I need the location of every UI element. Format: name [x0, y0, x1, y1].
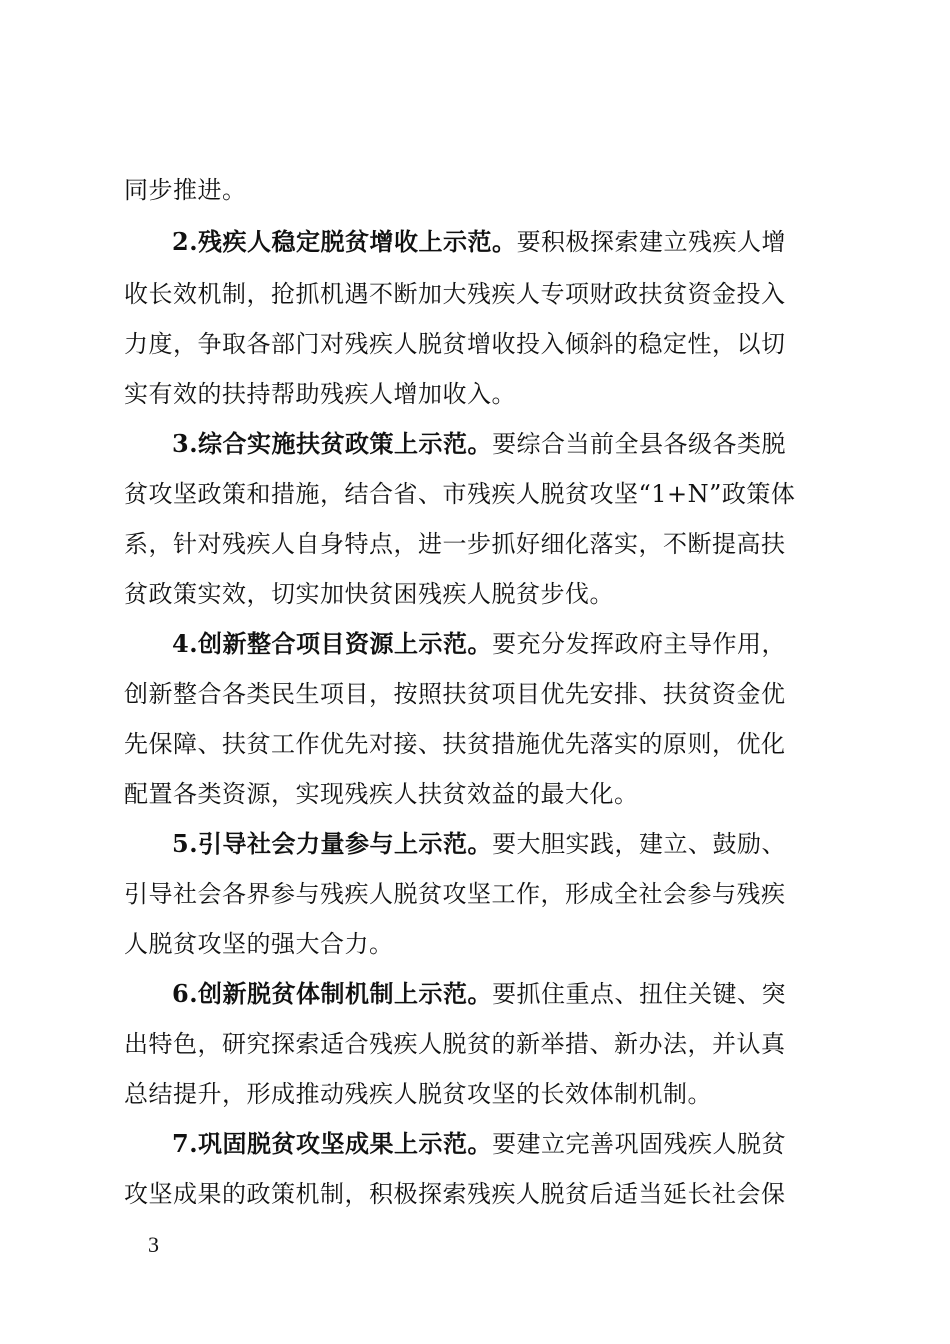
section-6-heading: 6.创新脱贫体制机制上示范。 — [172, 979, 493, 1008]
section-2-line: 实有效的扶持帮助残疾人增加收入。 — [124, 380, 516, 408]
section-4-line: 先保障、扶贫工作优先对接、扶贫措施优先落实的原则，优化 — [124, 730, 786, 758]
section-5-first-text: 要大胆实践，建立、鼓励、 — [492, 830, 787, 858]
section-6-line: 出特色，研究探索适合残疾人脱贫的新举措、新办法，并认真 — [124, 1030, 786, 1058]
section-4-line: 配置各类资源，实现残疾人扶贫效益的最大化。 — [124, 780, 639, 808]
section-7-first-line — [172, 1127, 830, 1161]
section-4-line: 创新整合各类民生项目，按照扶贫项目优先安排、扶贫资金优 — [124, 680, 786, 708]
section-5-first-line — [172, 827, 830, 861]
section-7-line: 攻坚成果的政策机制，积极探索残疾人脱贫后适当延长社会保 — [124, 1180, 786, 1208]
section-3-heading: 3.综合实施扶贫政策上示范。 — [172, 429, 493, 458]
page-number: 3 — [148, 1232, 159, 1257]
section-2-heading: 2.残疾人稳定脱贫增收上示范。 — [172, 227, 517, 256]
section-3-line: 贫政策实效，切实加快贫困残疾人脱贫步伐。 — [124, 580, 614, 608]
section-6-line: 总结提升，形成推动残疾人脱贫攻坚的长效体制机制。 — [124, 1080, 712, 1108]
section-6-first-line — [172, 977, 830, 1011]
section-4-first-text: 要充分发挥政府主导作用， — [492, 630, 787, 658]
continuation-line — [124, 173, 830, 207]
section-2-line: 力度，争取各部门对残疾人脱贫增收投入倾斜的稳定性，以切 — [124, 330, 786, 358]
section-2-first-text: 要积极探索建立残疾人增 — [516, 228, 787, 256]
section-3-line: 系，针对残疾人自身特点，进一步抓好细化落实，不断提高扶 — [124, 530, 786, 558]
section-5-line: 人脱贫攻坚的强大合力。 — [124, 930, 394, 958]
section-3-first-line — [172, 427, 830, 461]
section-3-line: 贫攻坚政策和措施，结合省、市残疾人脱贫攻坚“1+N”政策体 — [124, 480, 796, 508]
section-7-first-text: 要建立完善巩固残疾人脱贫 — [492, 1130, 787, 1158]
section-2-line: 收长效机制，抢抓机遇不断加大残疾人专项财政扶贫资金投入 — [124, 280, 786, 308]
continuation-text: 同步推进。 — [124, 176, 247, 204]
section-5-line: 引导社会各界参与残疾人脱贫攻坚工作，形成全社会参与残疾 — [124, 880, 786, 908]
section-5-heading: 5.引导社会力量参与上示范。 — [172, 829, 493, 858]
section-2-first-line — [172, 225, 830, 259]
section-4-heading: 4.创新整合项目资源上示范。 — [172, 629, 493, 658]
section-6-first-text: 要抓住重点、扭住关键、突 — [492, 980, 787, 1008]
section-4-first-line — [172, 627, 830, 661]
section-7-heading: 7.巩固脱贫攻坚成果上示范。 — [172, 1129, 493, 1158]
section-3-first-text: 要综合当前全县各级各类脱 — [492, 430, 787, 458]
